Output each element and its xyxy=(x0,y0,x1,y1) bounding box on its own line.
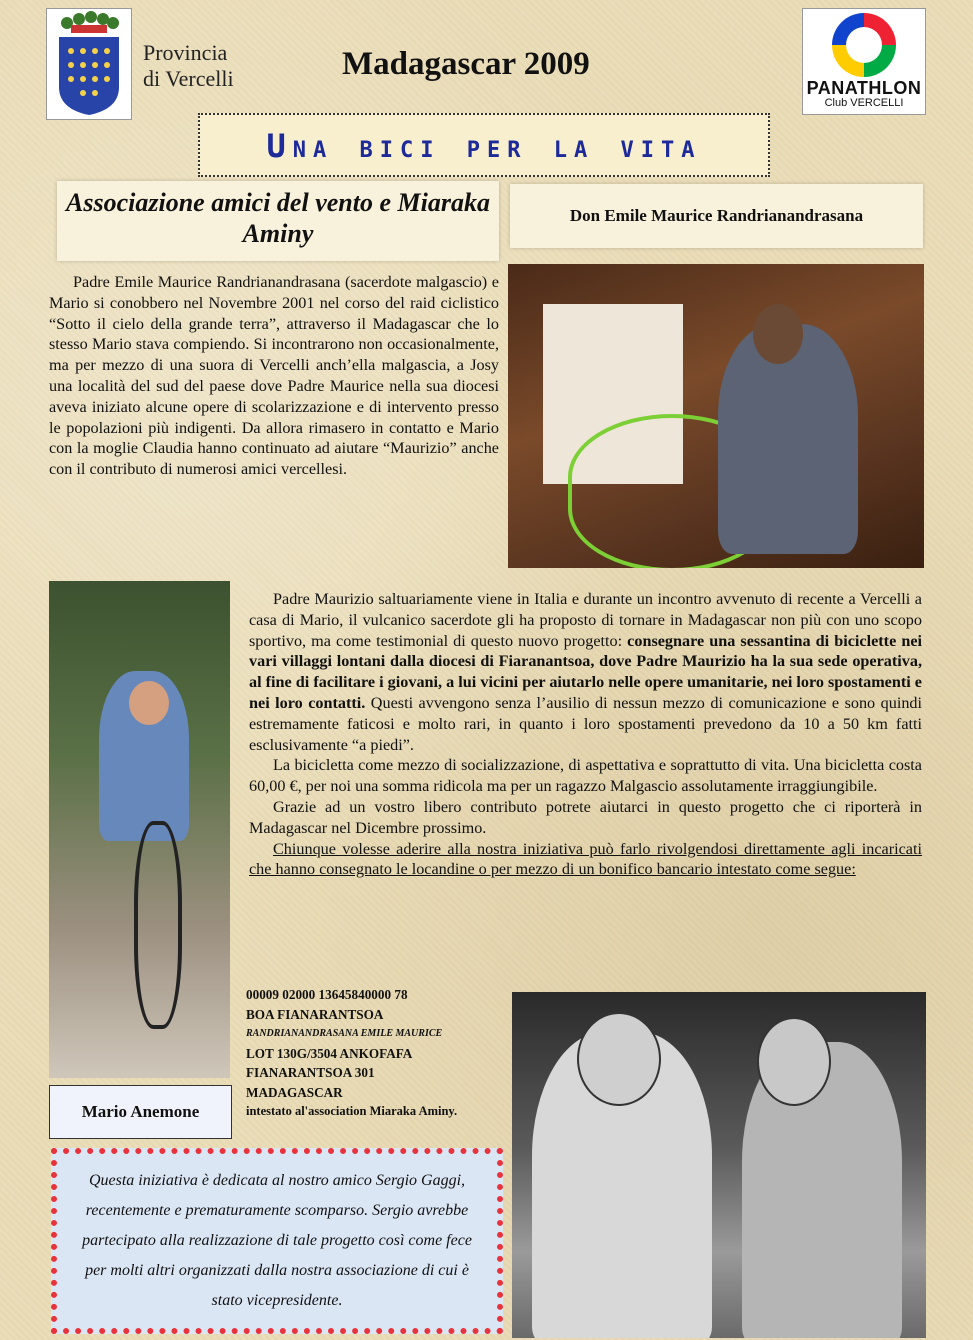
dedication-text: Questa iniziativa è dedicata al nostro amico Sergio Gaggi, recentemente e prematuramente scomparso. Sergio avrebbe partecipato alla realizzazione di tale progetto così come fece per molti altri organizzati dalla nostra associazione di cui è stato vicepresidente. xyxy=(82,1172,472,1309)
bank-holder: RANDRIANANDRASANA EMILE MAURICE xyxy=(246,1028,443,1039)
main-text-block xyxy=(249,589,922,880)
dedication-box xyxy=(51,1148,503,1334)
banner xyxy=(198,113,770,177)
province-name xyxy=(143,40,234,92)
bank-iban: 00009 02000 13645840000 78 xyxy=(246,987,408,1002)
paragraph-intro: Padre Emile Maurice Randrianandrasana (sacerdote malgascio) e Mario si conobbero nel Novembre 2001 nel corso del raid ciclistico “Sotto il cielo della grande terra”, attraverso il Madagascar che lo stesso Mario stava compiendo. Si incontrarono non occasionalmente, ma per mezzo di una suora di Vercelli anch’ella malgascia, a Josy una località del sud del paese dove Padre Maurice nella sua diocesi aveva iniziato alcune opere di scolarizzazione e di intervento presso le popolazioni più indigenti. Da allora rimasero in contatto e Mario con la moglie Claudia hanno continuato ad aiutare “Maurizio” anche con il contributo di numerosi amici vercellesi. xyxy=(49,273,499,479)
province-crest-logo xyxy=(46,8,132,120)
bank-details xyxy=(246,985,511,1122)
project-text-2: Questi avvengono senza l’ausilio di nessun mezzo di comunicazione e sono quindi estremamente faticosi e molto rari, in quanto i loro spostamenti prevedono da 10 a 50 km fatti esclusivamente “a piedi”. xyxy=(249,693,923,754)
page-title: Madagascar 2009 xyxy=(342,46,590,82)
project-text-1: Padre Maurizio saltuariamente viene in Italia e durante un incontro avvenuto di recente a Vercelli a casa di Mario, il vulcanico sacerdote gli ha proposto di tornare in Madagascar non più con uno scopo sportivo, ma come testimonial di questo nuovo progetto: xyxy=(249,590,922,650)
photo2-caption: Mario Anemone xyxy=(81,1102,200,1121)
bank-note: intestato al'association Miaraka Aminy. xyxy=(246,1104,458,1118)
photo-two-men xyxy=(512,992,926,1338)
panathlon-club: Club VERCELLI xyxy=(824,97,904,109)
association-caption: Associazione amici del vento e Miaraka Aminy xyxy=(66,188,490,248)
panathlon-logo xyxy=(802,8,926,115)
province-line2: di Vercelli xyxy=(143,66,234,91)
paragraph-bicycle-cost: La bicicletta come mezzo di socializzazione, di aspettativa e soprattutto di vita. Una bicicletta costa 60,00 €, per noi una somma ridicola ma per un ragazzo Malgascio assolutamente irraggiungibile. xyxy=(249,756,922,796)
association-caption-box xyxy=(57,181,499,261)
banner-title: Una bici per la vita xyxy=(266,127,702,165)
paragraph-project xyxy=(249,589,922,755)
paragraph-how-to-join: Chiunque volesse aderire alla nostra iniziativa può farlo rivolgendosi direttamente agli incaricati che hanno consegnato le locandine o per mezzo di un bonifico bancario intestato come segue: xyxy=(249,839,922,879)
bank-country: MADAGASCAR xyxy=(246,1084,343,1100)
paragraph-thanks: Grazie ad un vostro libero contributo potrete aiutarci in questo progetto che ci riporterà in Madagascar nel Dicembre prossimo. xyxy=(249,797,922,837)
bank-name: BOA FIANARANTSOA xyxy=(246,1006,384,1022)
bank-address2: FIANARANTSOA 301 xyxy=(246,1065,375,1080)
photo2-caption-box xyxy=(49,1085,232,1139)
photo-priest-with-bike xyxy=(508,264,924,568)
photo-mario-cycling xyxy=(49,581,230,1078)
bank-address1: LOT 130G/3504 ANKOFAFA xyxy=(246,1045,413,1061)
panathlon-name: PANATHLON xyxy=(806,78,922,98)
panathlon-rings-icon xyxy=(832,13,896,77)
photo1-caption-box xyxy=(510,184,923,248)
province-line1: Provincia xyxy=(143,40,228,65)
photo1-caption: Don Emile Maurice Randrianandrasana xyxy=(569,206,864,225)
project-text-bold: consegnare una sessantina di biciclette nei vari villaggi lontani dalla diocesi di Fiaranantsoa, dove Padre Maurizio ha la sua sede operativa, al fine di facilitare i giovani, a lui vicini per aiutarlo nelle opere umanitarie, nei loro spostamenti e nei loro contatti. xyxy=(249,631,922,712)
